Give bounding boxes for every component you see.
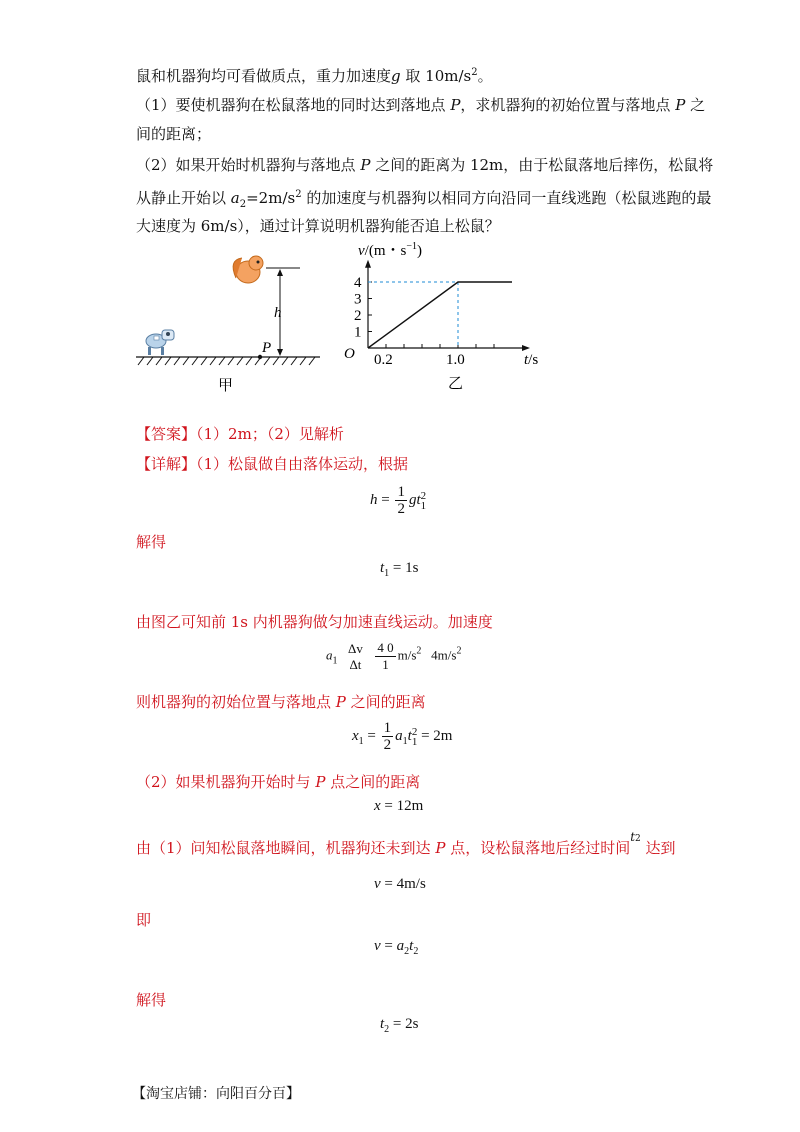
para-distance: 则机器狗的初始位置与落地点 P 之间的距离: [136, 693, 426, 711]
figure-right-caption: 乙: [448, 376, 464, 392]
equation-free-fall: h = $\frac{1}{2}$ gt 2 1: [370, 484, 427, 517]
footer-shop: 【淘宝店铺：向阳百分百】: [132, 1086, 300, 1102]
question-2: （2）如果开始时机器狗与落地点 P 之间的距离为 12m，由于松鼠落地后摔伤，松鼠将: [136, 156, 714, 174]
height-arrow-top: [277, 269, 283, 276]
x-tick-label: 0.2: [374, 352, 393, 368]
origin-label: O: [344, 346, 355, 362]
solve-label-1: 解得: [136, 533, 167, 551]
velocity-series-line: [368, 282, 512, 348]
robot-dog-icon: [146, 330, 174, 355]
height-arrow-bottom: [277, 349, 283, 356]
question-2-line-2: 从静止开始以 $a_2=2m/s^2$ 的加速度与机器狗以相同方向沿同一直线逃跑（松鼠逃跑的最: [136, 189, 712, 210]
para-q2: （2）如果机器狗开始时与 P 点之间的距离: [136, 773, 421, 791]
question-1: （1）要使机器狗在松鼠落地的同时达到落地点 P，求机器狗的初始位置与落地点 P 之: [136, 96, 706, 114]
detail-intro: 【详解】（1）松鼠做自由落体运动，根据: [136, 455, 409, 473]
y-tick-label: 1: [354, 324, 362, 341]
equation-t1: $t_1 = 1s$: [380, 560, 419, 579]
y-axis-label: v/(m・$s^{-1}$): [358, 241, 422, 259]
para-acceleration: 由图乙可知前 1s 内机器狗做匀加速直线运动。加速度: [136, 613, 493, 631]
solve-label-2: 解得: [136, 991, 167, 1009]
x-axis-label: t/s: [524, 352, 539, 368]
question-2-line-3: 大速度为 6m/s），通过计算说明机器狗能否追上松鼠？: [136, 217, 500, 235]
ji-label: 即: [136, 911, 152, 929]
problem-line-1: 鼠和机器狗均可看做质点，重力加速度g 取 $10m/s^2$。: [136, 67, 493, 85]
y-tick-label: 4: [354, 275, 362, 291]
x-axis-arrow: [522, 345, 530, 351]
equation-t2: $t_2 = 2s$: [380, 1016, 419, 1035]
ground-hatch: [138, 357, 315, 365]
squirrel-icon: [233, 256, 263, 283]
x-tick-label: 1.0: [446, 352, 465, 368]
question-1-line-2: 间的距离；: [136, 125, 212, 143]
equation-v-a2t2: $v = a_2t_2$: [374, 938, 419, 957]
p-label: P: [262, 340, 272, 356]
equation-x1: $x_1$ = $\frac{1}{2}$ $a_1t$ 2 1 = 2m: [352, 720, 453, 753]
vt-graph: [336, 240, 566, 400]
equation-acceleration: $a_1$ Δv Δt $\frac{4 0}{1}$ $m/s^2$ $4m/s^2$: [326, 640, 462, 672]
y-axis-arrow: [365, 260, 371, 268]
equation-x: x = 12m: [374, 798, 424, 814]
figure-left: [128, 250, 328, 400]
equation-v: v = 4m/s: [374, 876, 426, 892]
figure-left-caption: 甲: [218, 378, 234, 394]
y-tick-label: 3: [354, 291, 362, 308]
answer-line: 【答案】（1）2m；（2）见解析: [136, 425, 344, 443]
h-label: h: [274, 305, 282, 321]
para-time: 由（1）问知松鼠落地瞬间，机器狗还未到达 P 点，设松鼠落地后经过时间$^{t2}$ 达到: [136, 830, 676, 857]
y-tick-label: 2: [354, 308, 362, 324]
